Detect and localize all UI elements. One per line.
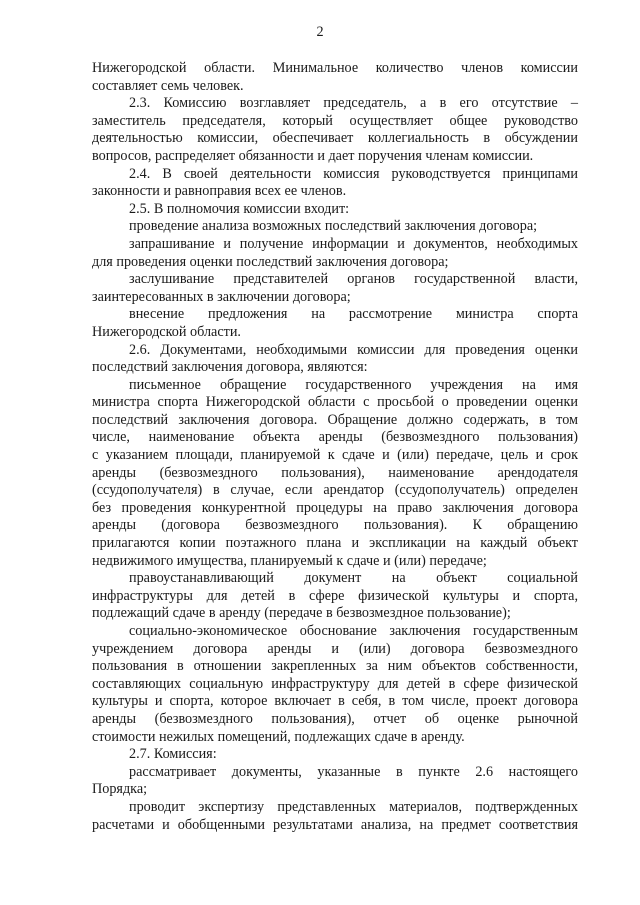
text-line: деятельностью комиссии, обеспечивает коллегиальность в обсуждении [92, 130, 578, 147]
text-line: 2.6. Документами, необходимыми комиссии для проведения оценки [129, 341, 578, 358]
text-line: последствий заключения договора. Обращение должно содержать, в том [92, 411, 578, 428]
text-line: 2.3. Комиссию возглавляет председатель, а в его отсутствие – [129, 95, 578, 112]
text-line: с указанием площади, планируемой к сдаче и (или) передаче, цель и срок [92, 447, 578, 464]
text-line: учреждением договора аренды и (или) договора безвозмездного [92, 640, 578, 657]
text-line: рассматривает документы, указанные в пункте 2.6 настоящего [129, 763, 578, 780]
text-line: 2.7. Комиссия: [129, 746, 217, 763]
text-line: инфраструктуры для детей в сфере физической культуры и спорта, [92, 587, 578, 604]
text-line: составляет семь человек. [92, 77, 244, 94]
text-line: расчетами и обобщенными результатами анализа, на предмет соответствия [92, 816, 578, 833]
text-line: заместитель председателя, который осуществляет общее руководство [92, 112, 578, 129]
text-line: числе, наименование объекта аренды (безвозмездного пользования) [92, 429, 578, 446]
text-line: вопросов, распределяет обязанности и дает поручения членам комиссии. [92, 147, 534, 164]
page-number: 2 [316, 24, 324, 40]
text-line: внесение предложения на рассмотрение министра спорта [129, 306, 578, 323]
text-line: правоустанавливающий документ на объект социальной [129, 570, 578, 587]
text-line: стоимости нежилых помещений, подлежащих сдаче в аренду. [92, 728, 465, 745]
text-line: Нижегородской области. Минимальное количество членов комиссии [92, 60, 578, 76]
text-line: подлежащий сдаче в аренду (передаче в безвозмездное пользование); [92, 605, 511, 622]
text-line: (ссудополучателя) в случае, если арендатор (ссудополучатель) определен [92, 482, 578, 499]
text-line: письменное обращение государственного учреждения на имя [129, 376, 578, 393]
text-line: 2.5. В полномочия комиссии входит: [129, 200, 350, 217]
text-line: аренды (безвозмездного пользования), наименование арендодателя [92, 464, 578, 481]
text-line: законности и равноправия всех ее членов. [92, 183, 347, 200]
text-line: без проведения конкурентной процедуры на право заключения договора [92, 499, 578, 516]
text-line: аренды (договора безвозмездного пользования). К обращению [92, 517, 578, 534]
text-line: министра спорта Нижегородской области с просьбой о проведении оценки [92, 394, 578, 411]
text-line: для проведения оценки последствий заключения договора; [92, 253, 449, 270]
text-line: заслушивание представителей органов государственной власти, [129, 271, 578, 288]
text-line: пользования в отношении закрепленных за ним объектов собственности, [92, 658, 578, 675]
text-line: аренды (безвозмездного пользования), отчет об оценке рыночной [92, 710, 578, 727]
text-line: социально-экономическое обоснование заключения государственным [129, 623, 578, 639]
text-line: проводит экспертизу представленных материалов, подтвержденных [129, 798, 578, 815]
text-line: недвижимого имущества, планируемый к сдаче и (или) передаче; [92, 552, 487, 569]
text-line: запрашивание и получение информации и документов, необходимых [129, 235, 578, 252]
text-line: культуры и спорта, которое включает в себя, в том числе, проект договора [92, 693, 578, 710]
text-line: заинтересованных в заключении договора; [92, 288, 351, 305]
text-line: 2.4. В своей деятельности комиссия руководствуется принципами [129, 165, 578, 182]
text-line: Нижегородской области. [92, 323, 241, 340]
document-body [92, 60, 578, 834]
text-line: Порядка; [92, 781, 148, 798]
text-line: составляющих социальную инфраструктуру для детей в сфере физической [92, 675, 578, 692]
text-line: последствий заключения договора, являются: [92, 359, 368, 376]
text-line: проведение анализа возможных последствий заключения договора; [129, 218, 538, 235]
text-line: прилагаются копии поэтажного плана и экспликации на каждый объект [92, 535, 578, 552]
